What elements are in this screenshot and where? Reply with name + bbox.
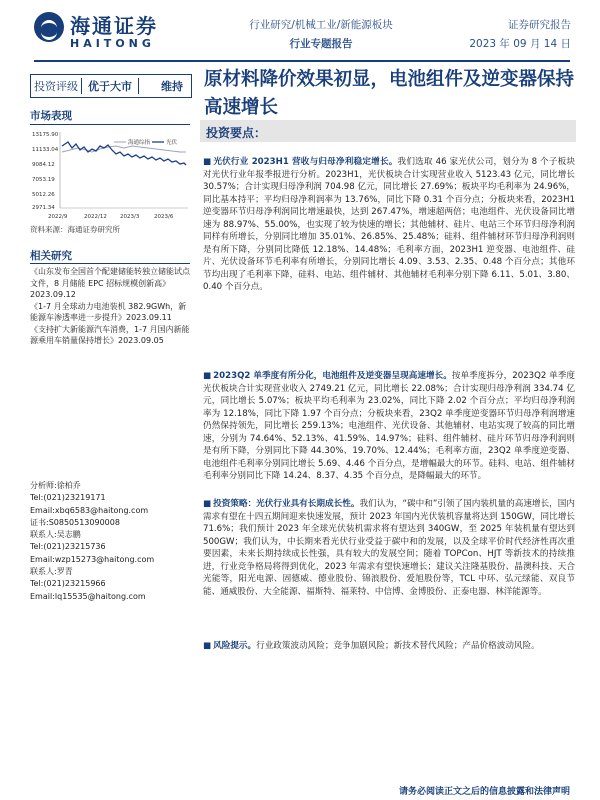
bullet-icon: ■ (203, 157, 212, 167)
contact-tel: Tel:(021)23215966 (30, 579, 106, 589)
analyst-tel: Tel:(021)23219171 (30, 493, 106, 503)
haitong-logo (34, 10, 184, 54)
bullet-icon: ■ (203, 641, 212, 651)
key-point-lead: 光伏行业 2023H1 营收与归母净利稳定增长。 (213, 157, 398, 167)
securities-research-label: 证券研究报告 (508, 19, 571, 31)
contact-email[interactable]: Email:wzp15273@haitong.com (30, 554, 155, 564)
report-title: 原材料降价效果初显，电池组件及逆变器保持高速增长 (204, 69, 575, 118)
key-point-text: 我们选取 46 家光伏公司，划分为 8 个子板块对光伏行业年报季报进行分析。2023H1，光伏板块合计实现营业收入 5123.43 亿元，同比增长 30.57%；合计实现归母净利润 704.98 亿元，同比增长 27.69%；板块平均毛利率为 24.96%，同比基本持平；平均归母净利润率为 13.76%，同比下降 0.31 个百分点；分板块来看，2023H1 逆变器环节归母净利润同比增速最快，达到 267.47%，增速超两倍；电池组件、光伏设备同比增速为 88.97%、55.00%，也实现了较为快速的增长；其他辅材、硅片、电站三个环节归母净利润同样有所增长，分别同比增加 35.01%、26.85%、25.48%；硅料、组件辅材环节归母净利润则是有所下降，分别同比降低 12.18%、14.48%；毛利率方面，2023H1 逆变器、电池组件、硅片、光伏设备环节毛利率有所增长，分别同比增长 4.09、3.53、2.35、0.48 个百分点；其他环节均出现了毛利率下降，硅料、电站、组件辅材、其他辅材毛利率分别下降 6.11、5.01、3.80、0.40 个百分点。 (203, 157, 575, 292)
related-heading-divider (30, 263, 190, 264)
y-tick: 11133.04 (32, 147, 59, 153)
y-tick: 5012.26 (32, 192, 55, 198)
haitong-logo-icon (34, 12, 64, 42)
related-research-list (30, 266, 190, 347)
analyst-contacts (30, 480, 190, 603)
key-point-text: 我们认为，“碳中和”引领了国内装机量的高速增长，国内需求有望在十四五期间迎来快速发展，预计 2023 年国内光伏装机容量将达到 150GW，同比增长 71.6%；我们预计 2023 年全球光伏装机需求将有望达到 340GW，至 2025 年装机量有望达到 500GW；我们认为，中长期来看光伏行业受益于碳中和的发展，以及全球平价时代经济性再次重要因素，未来长期持续成长性强，具有较大的发展空间；随着 TOPCon、HJT 等新技术的持续推进，行业竞争格局将得到优化，2023 年需求有望快速增长；建议关注隆基股份、晶澳科技、天合光能等，阳光电源、固德威、德业股份、锦浪股份、爱旭股份等，TCL 中环、弘元绿能、双良节能、通威股份、大全能源、福斯特、福莱特、中信博、金博股份、正泰电器、林洋能源等。 (203, 499, 575, 597)
report-date: 2023 年 09 月 14 日 (469, 38, 571, 50)
header-right-block (455, 16, 571, 54)
key-point-text: 行业政策波动风险；竞争加剧风险；新技术替代风险；产品价格波动风险。 (256, 641, 540, 651)
logo-english: HAITONG (70, 37, 155, 50)
analyst-email[interactable]: Email:xbq6583@haitong.com (30, 505, 149, 515)
key-points-label: 投资要点： (206, 126, 267, 140)
key-point-lead: 风险提示。 (213, 641, 257, 651)
disclosure-footer: 请务必阅读正文之后的信息披露和法律声明 (398, 787, 570, 797)
y-tick: 2971.34 (32, 205, 55, 211)
key-point-text: 按单季度拆分，2023Q2 单季度光伏板块合计实现营业收入 2749.21 亿元，同比增长 22.08%；合计实现归母净利润 334.74 亿元，同比增长 5.07%；板块平均毛利率为 23.02%，同比下降 2.02 个百分点；平均归母净利润率为 12.18%，同比下降 1.97 个百分点；分板块来看，23Q2 单季度逆变器环节归母净利润增速仍然保持领先，同比增长 259.13%；电池组件、光伏设备、其他辅材、电站实现了较高的同比增速，分别为 74.64%、52.13%、41.59%、14.97%；硅料、组件辅材、硅片环节归母净利润则是有所下降，分别同比下降 44.30%、19.70%、12.44%；毛利率方面，23Q2 单季度逆变器、电池组件毛利率分别同比增长 5.69、4.46 个百分点，是增幅最大的环节。硅料、电站、组件辅材毛利率分别同比下降 14.24、8.37、4.35 个百分点，是降幅最大的环节。 (203, 371, 575, 481)
analyst-name: 分析师:徐柏乔 (30, 481, 81, 490)
key-point-3 (203, 498, 575, 598)
related-item[interactable]: 《1-7 月全球动力电池装机 382.9GWh，新能源车渗透率进一步提升》2023.09.11 (30, 301, 187, 322)
y-tick: 9084.12 (32, 162, 55, 168)
x-tick: 2022/12 (84, 214, 107, 220)
key-point-4 (203, 640, 575, 653)
key-point-lead: 投资策略：光伏行业具有长期成长性。 (213, 499, 360, 509)
bullet-icon: ■ (203, 499, 212, 509)
key-point-lead: 2023Q2 单季度有所分化，电池组件及逆变器呈现高速增长。 (213, 371, 452, 381)
legend-index: 海通综指 (128, 140, 151, 146)
rating-label: 投资评级 (34, 80, 78, 93)
related-item[interactable]: 《山东发布全国首个配建储能转独立储能试点文件，8 月储能 EPC 招标规模创新高》2023.09.12 (30, 267, 190, 299)
related-research-heading: 相关研究 (30, 250, 72, 262)
key-point-2 (203, 370, 575, 483)
logo-chinese: 海通证券 (70, 14, 158, 38)
rating-value: 优于大市 (81, 78, 139, 94)
market-heading-divider (30, 124, 190, 125)
contact-name: 联系人:罗青 (30, 567, 73, 577)
header-divider (34, 60, 570, 62)
report-type: 行业专题报告 (289, 38, 353, 50)
chart-source: 资料来源：海通证券研究所 (30, 225, 120, 234)
legend-sector: 光伏 (166, 140, 178, 146)
y-tick: 7053.19 (32, 177, 55, 183)
rating-change: 维持 (161, 80, 183, 93)
related-item[interactable]: 《支持扩大新能源汽车消费，1-7 月国内新能源乘用车销量保持增长》2023.09.05 (30, 324, 190, 345)
contact-email[interactable]: Email:lq15535@haitong.com (30, 591, 146, 601)
x-tick: 2023/6 (154, 214, 174, 220)
market-performance-heading: 市场表现 (30, 110, 72, 122)
contact-tel: Tel:(021)23215736 (30, 542, 106, 552)
x-tick: 2022/9 (48, 214, 68, 220)
contact-name: 联系人:吴志鹏 (30, 530, 81, 540)
x-tick: 2023/3 (120, 214, 140, 220)
header-category-block (232, 16, 410, 54)
report-category: 行业研究/机械工业/新能源板块 (249, 19, 393, 31)
market-performance-chart (30, 128, 190, 220)
key-point-1 (203, 156, 575, 294)
bullet-icon: ■ (203, 371, 212, 381)
y-tick: 13175.90 (32, 132, 59, 138)
investment-rating-box (30, 74, 192, 98)
analyst-cert: 证书:S0850513090008 (30, 517, 120, 527)
